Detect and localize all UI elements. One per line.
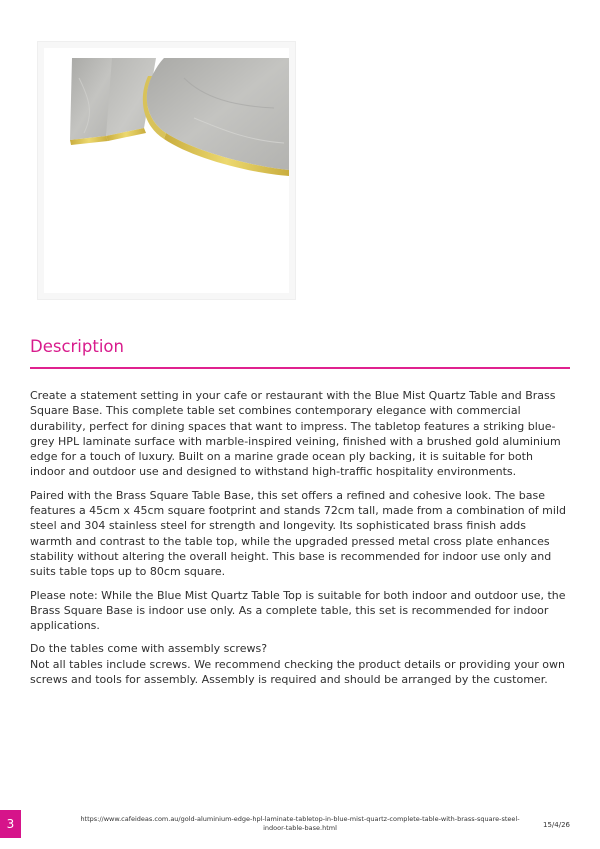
page-number-badge: 3	[0, 810, 21, 838]
footer-url[interactable]: https://www.cafeideas.com.au/gold-aluminium-edge-hpl-laminate-tabletop-in-blue-mist-quartz-complete-table-with-brass-square-steel-indoor-table-base.html	[80, 815, 520, 832]
description-body	[30, 388, 570, 695]
description-paragraph-1: Create a statement setting in your cafe or restaurant with the Blue Mist Quartz Table and Brass Square Base. This complete table set combines contemporary elegance with commercial durability, perfect for dining spaces that want to impress. The tabletop features a striking blue-grey HPL laminate surface with marble-inspired veining, finished with a brushed gold aluminium edge for a touch of luxury. Built on a marine grade ocean ply backing, it is suitable for both indoor and outdoor use and designed to withstand high-traffic hospitality environments.	[30, 389, 561, 479]
product-image	[44, 48, 289, 293]
faq-answer: Not all tables include screws. We recommend checking the product details or providing your own screws and tools for assembly. Assembly is required and should be arranged by the customer.	[30, 657, 566, 687]
faq-question: Do the tables come with assembly screws?	[30, 642, 268, 656]
description-paragraph-2: Paired with the Brass Square Table Base, this set offers a refined and cohesive look. The base features a 45cm x 45cm square footprint and stands 72cm tall, made from a combination of mild steel and 304 stainless steel for strength and longevity. Its sophisticated brass finish adds warmth and contrast to the table top, while the upgraded pressed metal cross plate enhances stability without altering the overall height. This base is recommended for indoor use only and suits table tops up to 80cm square.	[30, 488, 566, 579]
footer-date: 15/4/26	[543, 821, 570, 829]
heading-divider	[30, 367, 570, 369]
product-image-frame	[37, 41, 296, 300]
description-paragraph-3: Please note: While the Blue Mist Quartz Table Top is suitable for both indoor and outdoor use, the Brass Square Base is indoor use only. As a complete table, this set is recommended for indoor applications.	[30, 588, 566, 633]
description-heading: Description	[30, 337, 124, 356]
